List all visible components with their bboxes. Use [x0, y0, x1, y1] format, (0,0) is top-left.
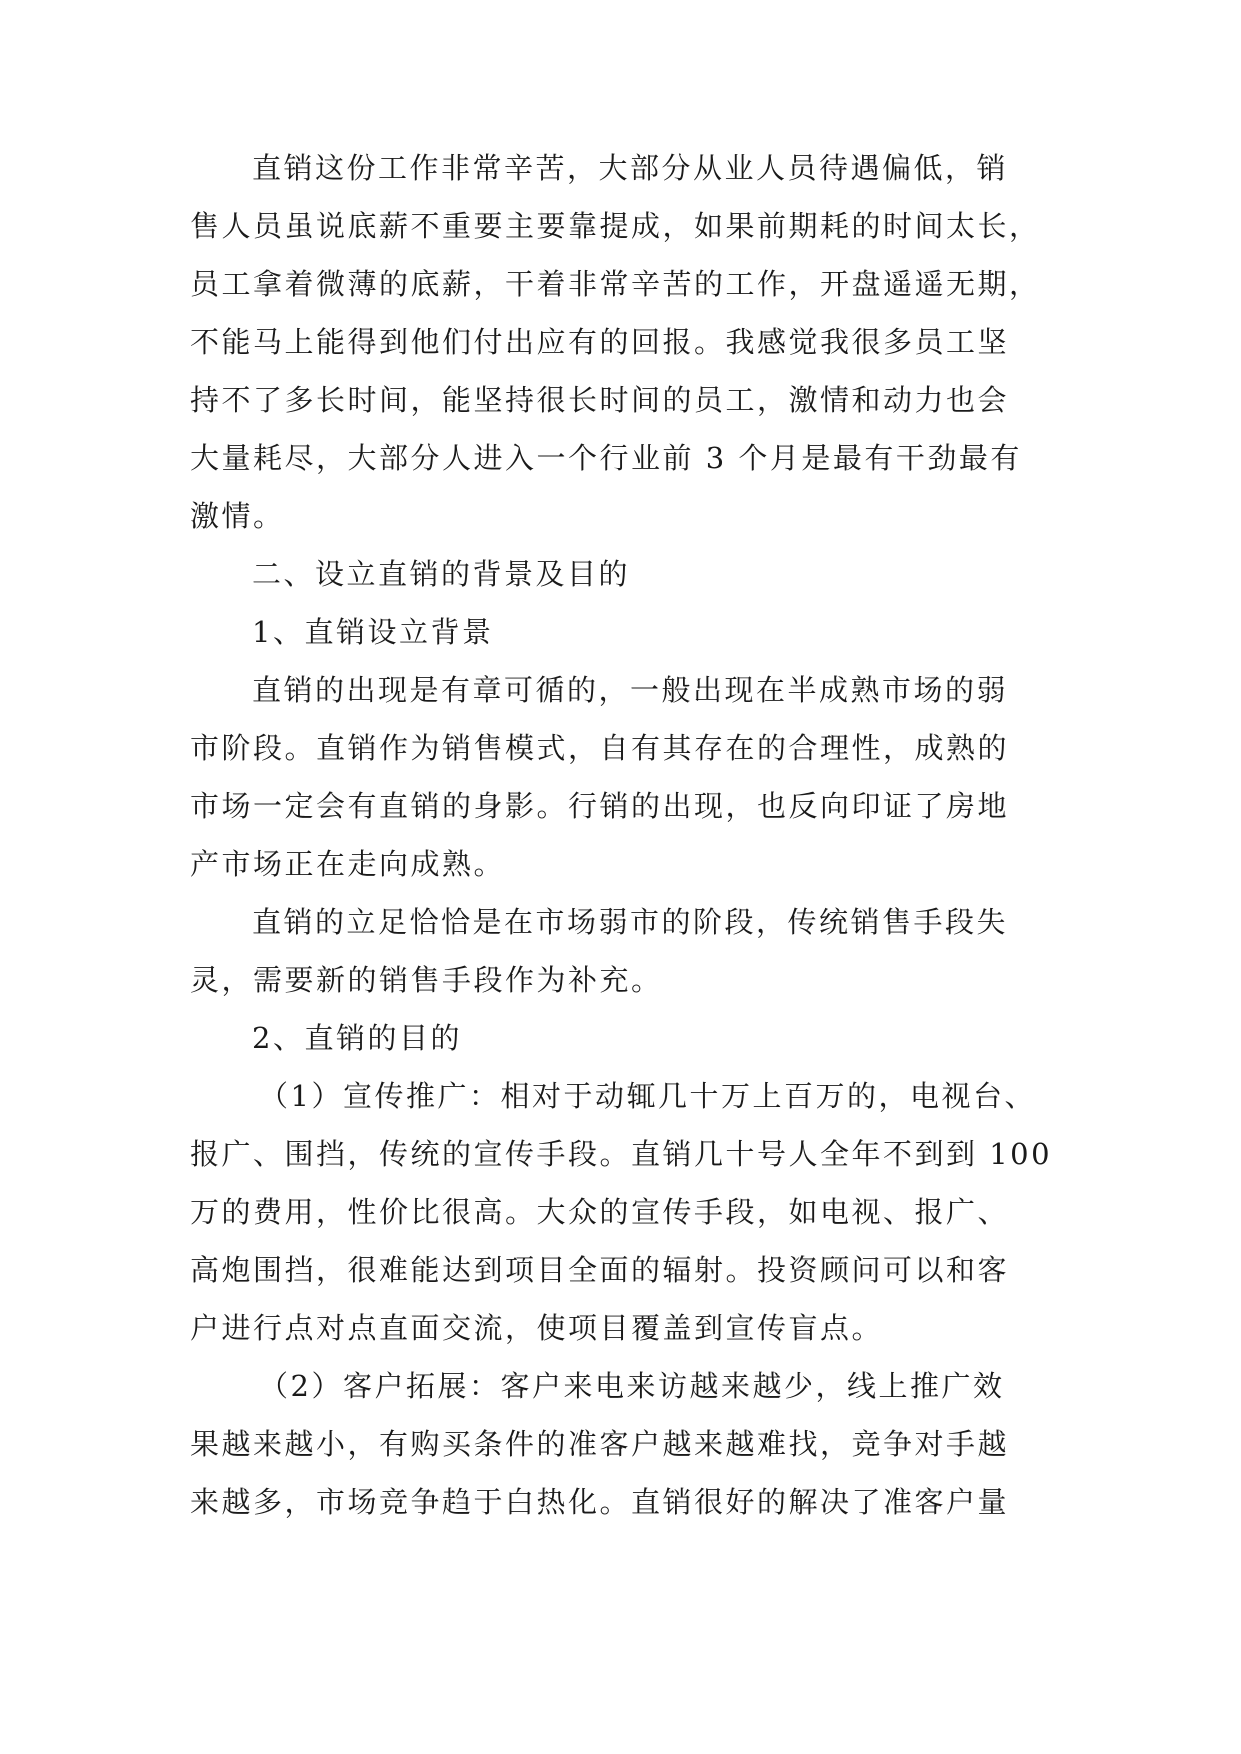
paragraph-line: 市场一定会有直销的身影。行销的出现，也反向印证了房地	[190, 789, 1010, 823]
paragraph-line: 报广、围挡，传统的宣传手段。直销几十号人全年不到到 100	[190, 1137, 1053, 1171]
paragraph-line: 大量耗尽，大部分人进入一个行业前 3 个月是最有干劲最有	[190, 441, 1022, 475]
paragraph-line: 不能马上能得到他们付出应有的回报。我感觉我很多员工坚	[190, 325, 1010, 359]
paragraph-line: 员工拿着微薄的底薪，干着非常辛苦的工作，开盘遥遥无期，	[190, 267, 1041, 301]
subsection-heading: 1、直销设立背景	[252, 615, 494, 649]
paragraph-line: 市阶段。直销作为销售模式，自有其存在的合理性，成熟的	[190, 731, 1010, 765]
paragraph-line: （1）宣传推广：相对于动辄几十万上百万的，电视台、	[259, 1079, 1036, 1113]
section-heading: 二、设立直销的背景及目的	[252, 557, 631, 591]
paragraph-line: 灵，需要新的销售手段作为补充。	[190, 963, 663, 997]
paragraph-line: 售人员虽说底薪不重要主要靠提成，如果前期耗的时间太长，	[190, 209, 1041, 243]
paragraph-line: 直销的出现是有章可循的，一般出现在半成熟市场的弱	[252, 673, 1009, 707]
paragraph-line: 果越来越小，有购买条件的准客户越来越难找，竞争对手越	[190, 1427, 1010, 1461]
paragraph-line: 高炮围挡，很难能达到项目全面的辐射。投资顾问可以和客	[190, 1253, 1010, 1287]
paragraph-line: 直销的立足恰恰是在市场弱市的阶段，传统销售手段失	[252, 905, 1009, 939]
paragraph-line: 激情。	[190, 499, 285, 533]
subsection-heading: 2、直销的目的	[252, 1021, 462, 1055]
paragraph-line: 来越多，市场竞争趋于白热化。直销很好的解决了准客户量	[190, 1485, 1010, 1519]
paragraph-line: 产市场正在走向成熟。	[190, 847, 506, 881]
paragraph-line: 直销这份工作非常辛苦，大部分从业人员待遇偏低，销	[252, 151, 1009, 185]
paragraph-line: （2）客户拓展：客户来电来访越来越少，线上推广效	[259, 1369, 1005, 1403]
paragraph-line: 户进行点对点直面交流，使项目覆盖到宣传盲点。	[190, 1311, 884, 1345]
paragraph-line: 万的费用，性价比很高。大众的宣传手段，如电视、报广、	[190, 1195, 1010, 1229]
paragraph-line: 持不了多长时间，能坚持很长时间的员工，激情和动力也会	[190, 383, 1010, 417]
